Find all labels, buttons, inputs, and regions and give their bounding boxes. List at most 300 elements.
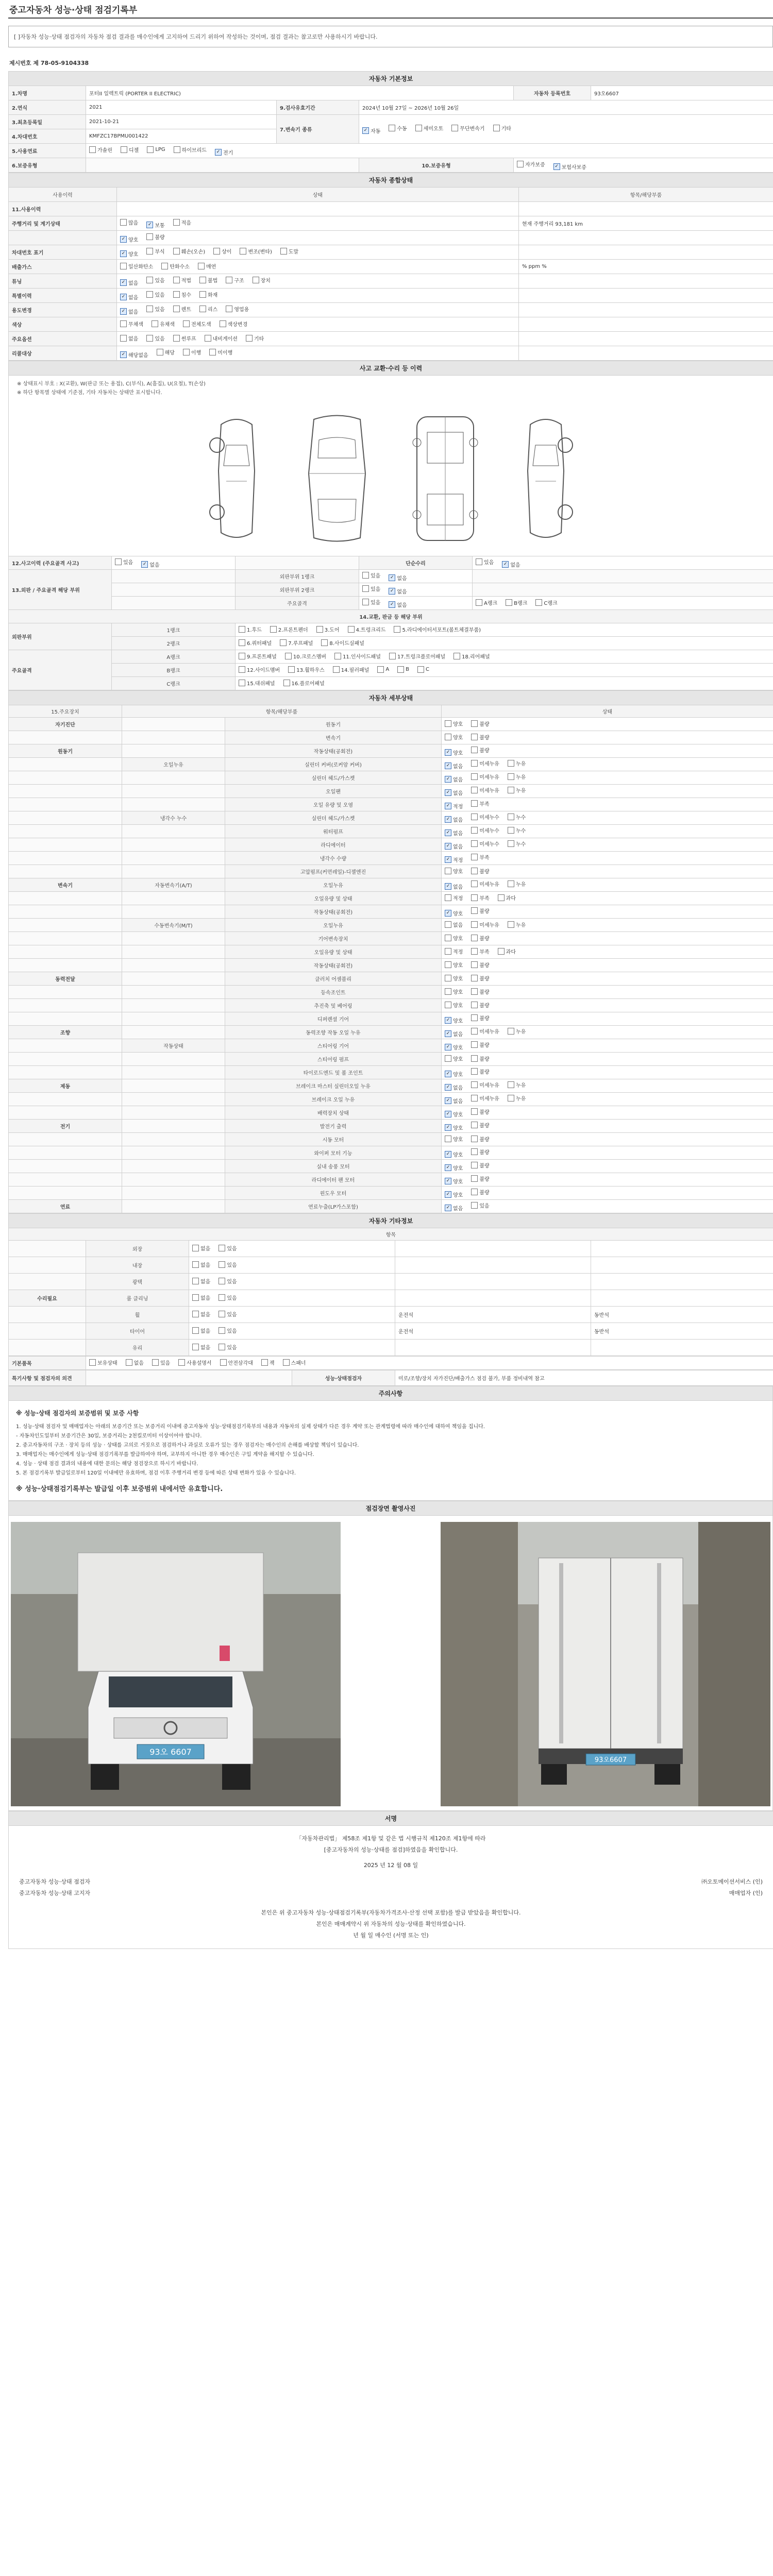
checkbox-icon[interactable] [471,880,478,887]
exch-items-4-option[interactable] [239,679,275,687]
status-option[interactable] [120,218,138,226]
checkbox-icon[interactable] [508,814,514,820]
checkbox-icon[interactable] [506,599,512,606]
status-option[interactable] [226,305,249,313]
checkbox-icon[interactable] [471,907,478,914]
detail-option[interactable] [445,883,463,890]
checked-checkbox-icon[interactable]: ✓ [120,279,127,286]
exch-items-2-option[interactable] [334,652,381,660]
checked-checkbox-icon[interactable]: ✓ [445,910,451,917]
frame-rank-options-option[interactable] [476,599,497,606]
checkbox-icon[interactable] [471,1055,478,1062]
checkbox-icon[interactable] [209,349,216,355]
basic-items-options-option[interactable] [220,1359,253,1366]
checkbox-icon[interactable] [239,639,245,646]
checkbox-icon[interactable] [508,827,514,834]
checkbox-icon[interactable] [192,1327,199,1334]
checkbox-icon[interactable] [146,277,153,283]
checkbox-icon[interactable] [199,306,206,312]
basic-items-options-option[interactable] [126,1359,144,1366]
detail-option[interactable] [498,947,516,955]
checkbox-icon[interactable] [219,1278,225,1284]
status-option[interactable] [198,262,216,270]
detail-option[interactable] [471,1175,489,1182]
detail-option[interactable] [445,1016,463,1024]
checkbox-icon[interactable] [471,1202,478,1209]
checkbox-icon[interactable] [445,1055,451,1062]
detail-option[interactable] [471,921,499,928]
detail-option[interactable] [508,773,526,781]
accident-options-option[interactable] [115,558,133,566]
detail-option[interactable] [445,947,463,955]
checkbox-icon[interactable] [471,1162,478,1168]
detail-option[interactable] [471,974,489,982]
status-option[interactable] [226,276,244,284]
checkbox-icon[interactable] [152,1359,159,1366]
detail-option[interactable] [445,934,463,942]
checkbox-icon[interactable] [471,1041,478,1048]
checked-checkbox-icon[interactable]: ✓ [146,222,153,228]
checkbox-icon[interactable] [146,335,153,342]
checkbox-icon[interactable] [471,734,478,740]
detail-option[interactable] [445,1150,463,1158]
trans-options-option[interactable] [451,124,484,132]
simple-repair-options-option[interactable] [502,561,520,568]
detail-option[interactable] [471,1135,489,1143]
status-option[interactable] [209,348,232,356]
other-option[interactable] [219,1294,237,1301]
checkbox-icon[interactable] [471,1175,478,1182]
detail-option[interactable] [445,1043,463,1051]
checkbox-icon[interactable] [471,868,478,874]
frame-options-option[interactable] [389,601,407,608]
detail-option[interactable] [471,1094,499,1102]
trans-options-option[interactable] [493,124,511,132]
checked-checkbox-icon[interactable]: ✓ [120,250,127,257]
other-option[interactable] [219,1244,237,1252]
detail-option[interactable] [498,894,516,902]
status-option[interactable] [120,262,153,270]
detail-option[interactable] [445,961,463,969]
other-option[interactable] [192,1310,210,1318]
exch-items-2-option[interactable] [389,652,445,660]
checked-checkbox-icon[interactable]: ✓ [445,1071,451,1077]
exch-items-2-option[interactable] [285,652,326,660]
checkbox-icon[interactable] [445,948,451,955]
exch-items-3-option[interactable] [397,666,409,673]
frame-rank-options-option[interactable] [535,599,557,606]
checkbox-icon[interactable] [471,1028,478,1035]
checkbox-icon[interactable] [389,125,395,131]
checkbox-icon[interactable] [239,653,245,659]
checkbox-icon[interactable] [239,666,245,673]
status-option[interactable] [173,218,191,226]
checkbox-icon[interactable] [471,921,478,928]
checkbox-icon[interactable] [451,125,458,131]
checkbox-icon[interactable] [280,639,287,646]
checkbox-icon[interactable] [173,248,180,255]
status-option[interactable] [146,247,164,255]
checkbox-icon[interactable] [280,248,287,255]
checkbox-icon[interactable] [285,653,292,659]
detail-option[interactable] [471,1188,489,1196]
status-option[interactable] [120,320,143,328]
status-option[interactable] [120,235,138,243]
exch-items-1-option[interactable] [239,639,272,647]
checkbox-icon[interactable] [445,921,451,928]
other-option[interactable] [192,1343,210,1351]
checkbox-icon[interactable] [226,306,232,312]
checked-checkbox-icon[interactable]: ✓ [445,776,451,783]
detail-option[interactable] [445,974,463,982]
checked-checkbox-icon[interactable]: ✓ [445,829,451,836]
detail-option[interactable] [508,759,526,767]
checkbox-icon[interactable] [362,585,369,592]
detail-option[interactable] [445,1001,463,1009]
detail-option[interactable] [445,733,463,741]
fuel-options-option[interactable] [174,146,207,154]
checkbox-icon[interactable] [89,146,96,153]
detail-option[interactable] [445,1110,463,1118]
detail-option[interactable] [471,800,489,807]
checkbox-icon[interactable] [471,827,478,834]
checkbox-icon[interactable] [445,1136,451,1142]
checkbox-icon[interactable] [120,219,127,226]
checkbox-icon[interactable] [192,1245,199,1251]
other-option[interactable] [219,1310,237,1318]
exch-items-3-option[interactable] [417,666,429,673]
basic-items-options-option[interactable] [152,1359,170,1366]
detail-option[interactable] [445,775,463,783]
detail-option[interactable] [445,1083,463,1091]
checkbox-icon[interactable] [471,1108,478,1115]
trans-options-option[interactable] [389,124,407,132]
checkbox-icon[interactable] [173,335,180,342]
checkbox-icon[interactable] [417,666,424,673]
checkbox-icon[interactable] [219,1261,225,1268]
checkbox-icon[interactable] [115,558,122,565]
checkbox-icon[interactable] [219,1245,225,1251]
detail-option[interactable] [445,816,463,823]
checkbox-icon[interactable] [288,666,295,673]
checkbox-icon[interactable] [348,626,355,633]
checkbox-icon[interactable] [192,1278,199,1284]
checkbox-icon[interactable] [239,626,245,633]
checkbox-icon[interactable] [219,1311,225,1317]
checkbox-icon[interactable] [471,1148,478,1155]
checked-checkbox-icon[interactable]: ✓ [120,294,127,300]
checked-checkbox-icon[interactable]: ✓ [141,561,148,568]
checked-checkbox-icon[interactable]: ✓ [445,1124,451,1131]
checkbox-icon[interactable] [471,854,478,860]
detail-option[interactable] [508,813,526,821]
frame-options-option[interactable] [362,598,380,606]
checkbox-icon[interactable] [493,125,500,131]
checkbox-icon[interactable] [239,680,245,686]
checkbox-icon[interactable] [508,773,514,780]
frame-rank-options-option[interactable] [506,599,527,606]
detail-option[interactable] [445,842,463,850]
status-option[interactable] [161,262,190,270]
checkbox-icon[interactable] [316,626,323,633]
checkbox-icon[interactable] [508,760,514,767]
checkbox-icon[interactable] [471,1002,478,1008]
checkbox-icon[interactable] [471,1014,478,1021]
detail-option[interactable] [471,894,489,902]
checked-checkbox-icon[interactable]: ✓ [445,1111,451,1117]
checkbox-icon[interactable] [270,626,277,633]
detail-option[interactable] [471,773,499,781]
checkbox-icon[interactable] [453,653,460,659]
checkbox-icon[interactable] [183,349,190,355]
checkbox-icon[interactable] [120,320,127,327]
checkbox-icon[interactable] [283,1359,290,1366]
other-option[interactable] [219,1343,237,1351]
exch-items-0-option[interactable] [270,625,308,633]
rank2-options-option[interactable] [389,587,407,595]
trans-options-option[interactable] [362,127,380,134]
checkbox-icon[interactable] [219,1344,225,1350]
detail-option[interactable] [471,759,499,767]
status-option[interactable] [120,334,138,342]
checkbox-icon[interactable] [476,558,482,565]
checked-checkbox-icon[interactable]: ✓ [215,149,222,156]
checked-checkbox-icon[interactable]: ✓ [445,1097,451,1104]
exch-items-2-option[interactable] [239,652,277,660]
checkbox-icon[interactable] [517,161,524,167]
checkbox-icon[interactable] [498,894,505,901]
status-option[interactable] [157,348,175,356]
detail-option[interactable] [445,1191,463,1198]
checkbox-icon[interactable] [173,277,180,283]
detail-option[interactable] [445,1070,463,1078]
checkbox-icon[interactable] [445,935,451,941]
detail-option[interactable] [445,1204,463,1212]
status-option[interactable] [183,348,201,356]
checked-checkbox-icon[interactable]: ✓ [389,574,395,581]
detail-option[interactable] [445,762,463,770]
exch-items-0-option[interactable] [394,625,481,633]
checkbox-icon[interactable] [471,988,478,995]
accident-options-option[interactable] [141,561,159,568]
other-option[interactable] [192,1294,210,1301]
checked-checkbox-icon[interactable]: ✓ [362,127,369,134]
detail-option[interactable] [445,856,463,863]
detail-option[interactable] [471,1201,489,1209]
checked-checkbox-icon[interactable]: ✓ [389,588,395,595]
checked-checkbox-icon[interactable]: ✓ [120,308,127,315]
status-option[interactable] [213,247,231,255]
status-option[interactable] [146,334,164,342]
detail-option[interactable] [445,894,463,902]
checkbox-icon[interactable] [152,320,158,327]
fuel-options-option[interactable] [121,146,139,154]
checked-checkbox-icon[interactable]: ✓ [445,816,451,823]
checkbox-icon[interactable] [476,599,482,606]
detail-option[interactable] [445,909,463,917]
status-option[interactable] [246,334,264,342]
checked-checkbox-icon[interactable]: ✓ [445,1044,451,1050]
checkbox-icon[interactable] [178,1359,185,1366]
detail-option[interactable] [471,1067,489,1075]
detail-option[interactable] [471,1055,489,1062]
detail-option[interactable] [471,988,489,995]
checkbox-icon[interactable] [508,880,514,887]
detail-option[interactable] [471,840,499,848]
checkbox-icon[interactable] [205,335,211,342]
trans-options-option[interactable] [415,124,444,132]
detail-option[interactable] [445,1177,463,1185]
checkbox-icon[interactable] [198,263,205,269]
checkbox-icon[interactable] [219,1327,225,1334]
other-option[interactable] [192,1277,210,1285]
other-option[interactable] [192,1261,210,1268]
basic-items-options-option[interactable] [178,1359,211,1366]
checked-checkbox-icon[interactable]: ✓ [445,1191,451,1198]
detail-option[interactable] [445,988,463,995]
checkbox-icon[interactable] [445,988,451,995]
checkbox-icon[interactable] [471,800,478,807]
checkbox-icon[interactable] [240,248,246,255]
detail-option[interactable] [445,789,463,796]
status-option[interactable] [120,351,148,359]
checked-checkbox-icon[interactable]: ✓ [445,789,451,796]
checked-checkbox-icon[interactable]: ✓ [502,561,509,568]
exch-items-1-option[interactable] [280,639,313,647]
checkbox-icon[interactable] [471,840,478,847]
checked-checkbox-icon[interactable]: ✓ [445,1017,451,1024]
checkbox-icon[interactable] [508,1081,514,1088]
checkbox-icon[interactable] [471,773,478,780]
checkbox-icon[interactable] [147,146,154,153]
checkbox-icon[interactable] [445,961,451,968]
status-option[interactable] [146,305,164,313]
checkbox-icon[interactable] [535,599,542,606]
detail-option[interactable] [508,880,526,888]
checked-checkbox-icon[interactable]: ✓ [445,749,451,756]
exch-items-3-option[interactable] [239,666,280,673]
detail-option[interactable] [471,1041,489,1048]
detail-option[interactable] [471,1108,489,1115]
status-option[interactable] [253,276,271,284]
basic-items-options-option[interactable] [283,1359,306,1366]
checkbox-icon[interactable] [445,868,451,874]
other-option[interactable] [219,1277,237,1285]
status-option[interactable] [152,320,175,328]
fuel-options-option[interactable] [215,148,233,156]
exch-items-4-option[interactable] [283,679,325,687]
status-option[interactable] [120,308,138,315]
detail-option[interactable] [445,829,463,837]
checkbox-icon[interactable] [199,291,206,298]
status-option[interactable] [240,247,272,255]
exch-items-3-option[interactable] [288,666,325,673]
checkbox-icon[interactable] [213,248,220,255]
detail-option[interactable] [445,802,463,810]
status-option[interactable] [173,247,205,255]
checkbox-icon[interactable] [261,1359,268,1366]
rank2-options-option[interactable] [362,585,380,592]
detail-option[interactable] [471,1014,489,1022]
detail-option[interactable] [471,786,499,794]
checkbox-icon[interactable] [471,935,478,941]
status-option[interactable] [146,233,164,241]
status-option[interactable] [199,291,217,298]
checkbox-icon[interactable] [126,1359,132,1366]
checkbox-icon[interactable] [445,720,451,727]
status-option[interactable] [173,305,191,313]
checkbox-icon[interactable] [508,921,514,928]
checked-checkbox-icon[interactable]: ✓ [445,1205,451,1211]
warranty-options-option[interactable] [517,160,545,168]
checkbox-icon[interactable] [253,277,259,283]
detail-option[interactable] [471,1161,489,1169]
status-option[interactable] [120,250,138,258]
checkbox-icon[interactable] [146,291,153,298]
detail-option[interactable] [471,1148,489,1156]
status-option[interactable] [199,276,217,284]
detail-option[interactable] [471,1001,489,1009]
detail-option[interactable] [471,961,489,969]
checkbox-icon[interactable] [157,349,163,355]
exch-items-3-option[interactable] [333,666,369,673]
checkbox-icon[interactable] [471,961,478,968]
exch-items-3-option[interactable] [377,666,389,673]
checkbox-icon[interactable] [471,1095,478,1101]
detail-option[interactable] [445,1097,463,1105]
rank1-options-option[interactable] [362,571,380,579]
checkbox-icon[interactable] [471,1081,478,1088]
checked-checkbox-icon[interactable]: ✓ [445,1151,451,1158]
checkbox-icon[interactable] [498,948,505,955]
detail-option[interactable] [445,921,463,928]
status-option[interactable] [173,276,191,284]
checkbox-icon[interactable] [321,639,328,646]
other-option[interactable] [192,1244,210,1252]
detail-option[interactable] [471,1121,489,1129]
checked-checkbox-icon[interactable]: ✓ [445,803,451,809]
detail-option[interactable] [471,826,499,834]
status-option[interactable] [280,247,298,255]
checkbox-icon[interactable] [219,1294,225,1301]
checkbox-icon[interactable] [120,263,127,269]
detail-option[interactable] [471,880,499,888]
checkbox-icon[interactable] [471,1189,478,1195]
detail-option[interactable] [508,921,526,928]
detail-option[interactable] [471,907,489,914]
checkbox-icon[interactable] [389,653,396,659]
detail-option[interactable] [471,934,489,942]
checkbox-icon[interactable] [508,787,514,793]
checkbox-icon[interactable] [415,125,422,131]
checked-checkbox-icon[interactable]: ✓ [389,601,395,608]
checkbox-icon[interactable] [173,291,180,298]
checkbox-icon[interactable] [471,787,478,793]
checkbox-icon[interactable] [220,1359,227,1366]
detail-option[interactable] [471,720,489,727]
detail-option[interactable] [445,1164,463,1172]
status-option[interactable] [205,334,238,342]
status-option[interactable] [146,291,164,298]
checkbox-icon[interactable] [445,975,451,981]
checkbox-icon[interactable] [192,1344,199,1350]
detail-option[interactable] [508,1081,526,1089]
exch-items-2-option[interactable] [453,652,490,660]
checkbox-icon[interactable] [173,219,180,226]
checkbox-icon[interactable] [445,894,451,901]
checked-checkbox-icon[interactable]: ✓ [445,1164,451,1171]
checkbox-icon[interactable] [192,1261,199,1268]
